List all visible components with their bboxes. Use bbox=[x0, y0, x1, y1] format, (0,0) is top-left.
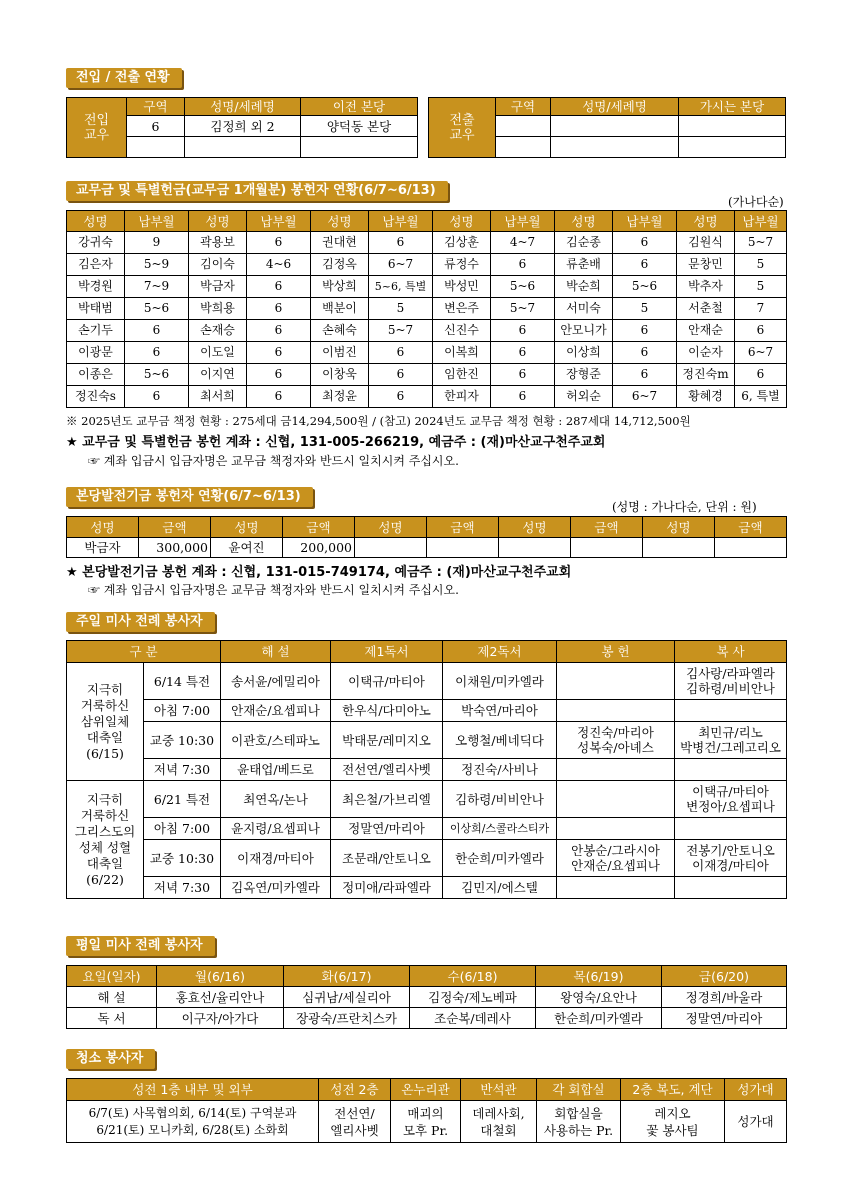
sunday-server: 이택규/마티아 bbox=[331, 663, 443, 700]
donors-header: 성명 bbox=[311, 211, 369, 232]
transfer-cell: 김정희 외 2 bbox=[185, 116, 301, 137]
donor-months: 6 bbox=[247, 320, 311, 342]
cleaning-title: 청소 봉사자 bbox=[66, 1049, 155, 1069]
donor-months: 6 bbox=[247, 364, 311, 386]
donor-name: 문창민 bbox=[677, 254, 735, 276]
donor-name: 정진숙s bbox=[67, 386, 125, 408]
weekday-title: 평일 미사 전례 봉사자 bbox=[66, 936, 215, 956]
sunday-server: 김하령/비비안나 bbox=[443, 781, 557, 818]
donor-name: 허외순 bbox=[555, 386, 613, 408]
donor-months: 5~6 bbox=[125, 298, 189, 320]
table-row bbox=[67, 386, 787, 408]
donor-months: 4~7 bbox=[491, 232, 555, 254]
sunday-header: 복 사 bbox=[675, 641, 787, 663]
donor-name: 황혜경 bbox=[677, 386, 735, 408]
transfer-cell bbox=[679, 137, 786, 158]
transfer-cell bbox=[551, 116, 679, 137]
donor-name: 변은주 bbox=[433, 298, 491, 320]
donor-months: 6 bbox=[613, 320, 677, 342]
transfer-out-label: 전출 교우 bbox=[429, 98, 496, 158]
donors-header: 성명 bbox=[677, 211, 735, 232]
table-row bbox=[67, 759, 787, 781]
donors-account-note: ☞ 계좌 입금시 입금자명은 교무금 책정자와 반드시 일치시켜 주십시오. bbox=[88, 454, 459, 468]
donors-header: 납부월 bbox=[125, 211, 189, 232]
donor-name: 한피자 bbox=[433, 386, 491, 408]
donor-name: 박경원 bbox=[67, 276, 125, 298]
donor-name: 박금자 bbox=[189, 276, 247, 298]
weekday-server: 정말연/마리아 bbox=[662, 1008, 787, 1029]
weekday-table bbox=[66, 965, 787, 1029]
building-header: 금액 bbox=[571, 517, 643, 538]
sunday-mass-time: 6/21 특전 bbox=[144, 781, 221, 818]
weekday-header: 월(6/16) bbox=[157, 966, 284, 987]
sunday-server: 이관호/스테파노 bbox=[221, 722, 331, 759]
donor-name: 김상훈 bbox=[433, 232, 491, 254]
building-header: 금액 bbox=[715, 517, 787, 538]
donor-name: 안모니가 bbox=[555, 320, 613, 342]
transfer-in-label: 전입 교우 bbox=[67, 98, 127, 158]
donors-status-note: ※ 2025년도 교무금 책정 현황 : 275세대 금14,294,500원 / (참고) 2024년도 교무금 책정 현황 : 287세대 14,712,500원 bbox=[66, 414, 691, 428]
sunday-server bbox=[675, 877, 787, 899]
table-row bbox=[67, 254, 787, 276]
building-header: 성명 bbox=[67, 517, 139, 538]
donor-name: 류춘배 bbox=[555, 254, 613, 276]
sunday-title: 주일 미사 전례 봉사자 bbox=[66, 612, 215, 632]
cleaning-assignee: 매괴의 모후 Pr. bbox=[391, 1101, 461, 1143]
transfer-header: 구역 bbox=[127, 98, 185, 116]
donor-name: 강귀숙 bbox=[67, 232, 125, 254]
donor-months: 5 bbox=[735, 254, 787, 276]
donor-months: 9 bbox=[125, 232, 189, 254]
table-row bbox=[67, 818, 787, 840]
donor-months: 6 bbox=[369, 232, 433, 254]
sunday-server: 김민지/에스텔 bbox=[443, 877, 557, 899]
donor-name: 이복희 bbox=[433, 342, 491, 364]
weekday-header: 금(6/20) bbox=[662, 966, 787, 987]
sunday-server: 최민규/리노 박병건/그레고리오 bbox=[675, 722, 787, 759]
transfer-header: 이전 본당 bbox=[301, 98, 418, 116]
donor-name: 장형준 bbox=[555, 364, 613, 386]
weekday-server: 이구자/아가다 bbox=[157, 1008, 284, 1029]
sunday-server: 이상희/스콜라스티카 bbox=[443, 818, 557, 840]
sunday-server: 정진숙/마리아 성복숙/아녜스 bbox=[557, 722, 675, 759]
donors-header: 성명 bbox=[433, 211, 491, 232]
donor-name: 손혜숙 bbox=[311, 320, 369, 342]
donor-name: 백분이 bbox=[311, 298, 369, 320]
donor-months: 4~6 bbox=[247, 254, 311, 276]
sunday-server bbox=[557, 877, 675, 899]
donor-name: 김정옥 bbox=[311, 254, 369, 276]
sunday-mass-time: 교중 10:30 bbox=[144, 840, 221, 877]
weekday-server: 왕영숙/요안나 bbox=[536, 987, 662, 1008]
weekday-server: 김정숙/제노베파 bbox=[410, 987, 536, 1008]
donor-name: 정진숙m bbox=[677, 364, 735, 386]
donor-months: 5~6 bbox=[491, 276, 555, 298]
weekday-role: 독 서 bbox=[67, 1008, 157, 1029]
sunday-server bbox=[675, 759, 787, 781]
donor-name: 이순자 bbox=[677, 342, 735, 364]
sunday-server bbox=[675, 700, 787, 722]
donors-header: 납부월 bbox=[613, 211, 677, 232]
donor-name: 서춘철 bbox=[677, 298, 735, 320]
donor-months: 5~9 bbox=[125, 254, 189, 276]
donor-months: 6 bbox=[125, 342, 189, 364]
building-amount bbox=[427, 538, 499, 558]
donor-months: 5~7 bbox=[369, 320, 433, 342]
donors-header: 성명 bbox=[189, 211, 247, 232]
sunday-server: 박숙연/마리아 bbox=[443, 700, 557, 722]
sunday-server: 최연옥/논나 bbox=[221, 781, 331, 818]
donors-header: 납부월 bbox=[491, 211, 555, 232]
table-row bbox=[67, 298, 787, 320]
transfer-header: 성명/세례명 bbox=[185, 98, 301, 116]
transfer-cell bbox=[496, 137, 551, 158]
donor-months: 5 bbox=[369, 298, 433, 320]
donor-name: 이상희 bbox=[555, 342, 613, 364]
donors-table bbox=[66, 210, 787, 408]
weekday-header: 요일(일자) bbox=[67, 966, 157, 987]
building-amount: 200,000 bbox=[283, 538, 355, 558]
sunday-mass-time: 저녁 7:30 bbox=[144, 877, 221, 899]
donor-name: 박상희 bbox=[311, 276, 369, 298]
donor-name: 김이숙 bbox=[189, 254, 247, 276]
sunday-server bbox=[675, 818, 787, 840]
donor-months: 6 bbox=[735, 364, 787, 386]
cleaning-header: 온누리관 bbox=[391, 1079, 461, 1101]
table-row bbox=[67, 232, 787, 254]
table-row bbox=[67, 722, 787, 759]
transfer-cell bbox=[127, 137, 185, 158]
building-header: 성명 bbox=[499, 517, 571, 538]
building-donor-name bbox=[499, 538, 571, 558]
donors-header: 납부월 bbox=[735, 211, 787, 232]
building-order-note: (성명 : 가나다순, 단위 : 원) bbox=[612, 500, 757, 514]
transfer-title: 전입 / 전출 연황 bbox=[66, 68, 182, 88]
donor-months: 6 bbox=[247, 298, 311, 320]
transfer-cell bbox=[679, 116, 786, 137]
sunday-header: 제1독서 bbox=[331, 641, 443, 663]
weekday-server: 정경희/바울라 bbox=[662, 987, 787, 1008]
building-donor-name: 윤여진 bbox=[211, 538, 283, 558]
sunday-header: 봉 헌 bbox=[557, 641, 675, 663]
sunday-mass-time: 교중 10:30 bbox=[144, 722, 221, 759]
donor-name: 류정수 bbox=[433, 254, 491, 276]
transfer-header: 구역 bbox=[496, 98, 551, 116]
building-donor-name: 박금자 bbox=[67, 538, 139, 558]
donor-months: 6 bbox=[613, 232, 677, 254]
table-row bbox=[67, 840, 787, 877]
sunday-server: 오행철/베네딕다 bbox=[443, 722, 557, 759]
donor-name: 안재순 bbox=[677, 320, 735, 342]
transfer-cell bbox=[185, 137, 301, 158]
donor-months: 5~6, 특별 bbox=[369, 276, 433, 298]
sunday-server bbox=[557, 663, 675, 700]
weekday-server: 홍효선/율리안나 bbox=[157, 987, 284, 1008]
donor-name: 박희용 bbox=[189, 298, 247, 320]
weekday-server: 조순복/데레사 bbox=[410, 1008, 536, 1029]
donor-months: 6 bbox=[369, 386, 433, 408]
sunday-table bbox=[66, 640, 787, 899]
sunday-server: 윤지령/요셉피나 bbox=[221, 818, 331, 840]
donor-months: 6 bbox=[491, 364, 555, 386]
sunday-server: 조문래/안토니오 bbox=[331, 840, 443, 877]
donor-name: 손기두 bbox=[67, 320, 125, 342]
transfer-header: 가시는 본당 bbox=[679, 98, 786, 116]
sunday-mass-time: 아침 7:00 bbox=[144, 818, 221, 840]
donors-header: 납부월 bbox=[369, 211, 433, 232]
donor-name: 이종은 bbox=[67, 364, 125, 386]
sunday-server: 안재순/요셉피나 bbox=[221, 700, 331, 722]
sunday-header: 제2독서 bbox=[443, 641, 557, 663]
donor-name: 이창욱 bbox=[311, 364, 369, 386]
sunday-server: 한순희/미카엘라 bbox=[443, 840, 557, 877]
building-header: 성명 bbox=[355, 517, 427, 538]
sunday-server: 정진숙/사비나 bbox=[443, 759, 557, 781]
cleaning-table bbox=[66, 1078, 787, 1143]
cleaning-assignee: 회합실을 사용하는 Pr. bbox=[537, 1101, 621, 1143]
donor-name: 박태범 bbox=[67, 298, 125, 320]
building-amount: 300,000 bbox=[139, 538, 211, 558]
donor-months: 6 bbox=[369, 342, 433, 364]
building-amount bbox=[571, 538, 643, 558]
transfer-cell bbox=[551, 137, 679, 158]
weekday-header: 화(6/17) bbox=[284, 966, 410, 987]
donors-account: ★ 교무금 및 특별헌금 봉헌 계좌 : 신협, 131-005-266219, 예금주 : (재)마산교구천주교회 bbox=[66, 435, 606, 450]
donor-months: 5~6 bbox=[613, 276, 677, 298]
sunday-mass-time: 저녁 7:30 bbox=[144, 759, 221, 781]
donor-name: 이지연 bbox=[189, 364, 247, 386]
donor-months: 6 bbox=[735, 320, 787, 342]
sunday-feast-label: 지극히 거룩하신 삼위일체 대축일 (6/15) bbox=[67, 663, 144, 781]
table-row bbox=[67, 781, 787, 818]
donor-months: 6 bbox=[247, 232, 311, 254]
donor-months: 6, 특별 bbox=[735, 386, 787, 408]
donor-name: 이도일 bbox=[189, 342, 247, 364]
donors-header: 성명 bbox=[555, 211, 613, 232]
donor-months: 6~7 bbox=[613, 386, 677, 408]
sunday-server: 전봉기/안토니오 이재경/마티아 bbox=[675, 840, 787, 877]
sunday-server: 이택규/마티아 변정아/요셉피나 bbox=[675, 781, 787, 818]
sunday-server: 이재경/마티아 bbox=[221, 840, 331, 877]
donor-months: 6 bbox=[491, 320, 555, 342]
table-row bbox=[67, 663, 787, 700]
donor-name: 박추자 bbox=[677, 276, 735, 298]
donor-months: 6~7 bbox=[735, 342, 787, 364]
table-row bbox=[67, 987, 787, 1008]
donor-name: 김은자 bbox=[67, 254, 125, 276]
donor-name: 박순희 bbox=[555, 276, 613, 298]
sunday-server: 김옥연/미카엘라 bbox=[221, 877, 331, 899]
donor-name: 김원식 bbox=[677, 232, 735, 254]
donor-name: 최정윤 bbox=[311, 386, 369, 408]
sunday-server: 정미애/라파엘라 bbox=[331, 877, 443, 899]
table-row bbox=[67, 700, 787, 722]
building-header: 금액 bbox=[283, 517, 355, 538]
transfer-cell: 6 bbox=[127, 116, 185, 137]
sunday-server: 김사랑/라파엘라 김하령/비비안나 bbox=[675, 663, 787, 700]
donor-months: 6 bbox=[125, 386, 189, 408]
table-row bbox=[67, 276, 787, 298]
table-row bbox=[67, 342, 787, 364]
building-account-note: ☞ 계좌 입금시 입금자명은 교무금 책정자와 반드시 일치시켜 주십시오. bbox=[88, 583, 459, 597]
donor-months: 6 bbox=[247, 342, 311, 364]
transfer-cell bbox=[496, 116, 551, 137]
weekday-header: 수(6/18) bbox=[410, 966, 536, 987]
cleaning-assignee: 성가대 bbox=[725, 1101, 787, 1143]
donor-months: 6 bbox=[613, 254, 677, 276]
sunday-server: 최은철/가브리엘 bbox=[331, 781, 443, 818]
cleaning-header: 성가대 bbox=[725, 1079, 787, 1101]
donors-order-note: (가나다순) bbox=[728, 195, 784, 209]
building-header: 성명 bbox=[643, 517, 715, 538]
donor-name: 곽용보 bbox=[189, 232, 247, 254]
transfer-cell: 양덕동 본당 bbox=[301, 116, 418, 137]
building-table bbox=[66, 516, 787, 558]
table-row bbox=[67, 1008, 787, 1029]
donor-months: 6 bbox=[491, 254, 555, 276]
sunday-server: 전선연/엘리사벳 bbox=[331, 759, 443, 781]
donors-header: 납부월 bbox=[247, 211, 311, 232]
donor-name: 이광문 bbox=[67, 342, 125, 364]
sunday-server: 박태문/레미지오 bbox=[331, 722, 443, 759]
donor-months: 5~6 bbox=[125, 364, 189, 386]
weekday-server: 심귀남/세실리아 bbox=[284, 987, 410, 1008]
donor-name: 권대현 bbox=[311, 232, 369, 254]
sunday-feast-label: 지극히 거룩하신 그리스도의 성체 성혈 대축일 (6/22) bbox=[67, 781, 144, 899]
donor-name: 김순종 bbox=[555, 232, 613, 254]
building-header: 금액 bbox=[427, 517, 499, 538]
donor-months: 7 bbox=[735, 298, 787, 320]
building-header: 성명 bbox=[211, 517, 283, 538]
building-title: 본당발전기금 봉헌자 연황(6/7~6/13) bbox=[66, 487, 313, 507]
cleaning-header: 각 회합실 bbox=[537, 1079, 621, 1101]
sunday-header: 구 분 bbox=[67, 641, 221, 663]
donor-name: 박성민 bbox=[433, 276, 491, 298]
building-header: 금액 bbox=[139, 517, 211, 538]
weekday-role: 해 설 bbox=[67, 987, 157, 1008]
sunday-mass-time: 6/14 특전 bbox=[144, 663, 221, 700]
donor-months: 5~7 bbox=[735, 232, 787, 254]
building-account: ★ 본당발전기금 봉헌 계좌 : 신협, 131-015-749174, 예금주 : (재)마산교구천주교회 bbox=[66, 565, 572, 580]
donor-months: 7~9 bbox=[125, 276, 189, 298]
cleaning-assignee: 데레사회, 대철회 bbox=[461, 1101, 537, 1143]
donor-name: 이범진 bbox=[311, 342, 369, 364]
transfer-header: 성명/세례명 bbox=[551, 98, 679, 116]
sunday-server bbox=[557, 781, 675, 818]
sunday-server: 송서윤/에밀리아 bbox=[221, 663, 331, 700]
weekday-server: 장광숙/프란치스카 bbox=[284, 1008, 410, 1029]
donor-months: 5~7 bbox=[491, 298, 555, 320]
sunday-server: 한우식/다미아노 bbox=[331, 700, 443, 722]
donor-months: 5 bbox=[735, 276, 787, 298]
cleaning-header: 반석관 bbox=[461, 1079, 537, 1101]
cleaning-assignee: 전선연/ 엘리사벳 bbox=[319, 1101, 391, 1143]
weekday-server: 한순희/미카엘라 bbox=[536, 1008, 662, 1029]
building-donor-name bbox=[355, 538, 427, 558]
transfer-cell bbox=[301, 137, 418, 158]
building-donor-name bbox=[643, 538, 715, 558]
donor-months: 6 bbox=[613, 342, 677, 364]
donor-name: 손재승 bbox=[189, 320, 247, 342]
donor-months: 6~7 bbox=[369, 254, 433, 276]
donor-months: 6 bbox=[491, 386, 555, 408]
sunday-server: 윤태업/베드로 bbox=[221, 759, 331, 781]
sunday-server bbox=[557, 700, 675, 722]
sunday-server: 안봉순/그라시아 안재순/요셉피나 bbox=[557, 840, 675, 877]
donor-months: 6 bbox=[247, 386, 311, 408]
sunday-mass-time: 아침 7:00 bbox=[144, 700, 221, 722]
transfer-in-table bbox=[66, 97, 418, 158]
cleaning-header: 성전 2층 bbox=[319, 1079, 391, 1101]
donor-name: 최서희 bbox=[189, 386, 247, 408]
donor-months: 6 bbox=[369, 364, 433, 386]
weekday-header: 목(6/19) bbox=[536, 966, 662, 987]
sunday-header: 해 설 bbox=[221, 641, 331, 663]
table-row bbox=[67, 877, 787, 899]
donor-months: 6 bbox=[613, 364, 677, 386]
donors-header: 성명 bbox=[67, 211, 125, 232]
donor-months: 6 bbox=[491, 342, 555, 364]
sunday-server bbox=[557, 759, 675, 781]
sunday-server: 이채원/미카엘라 bbox=[443, 663, 557, 700]
donor-name: 임한진 bbox=[433, 364, 491, 386]
cleaning-assignee: 레지오 꽃 봉사팀 bbox=[621, 1101, 725, 1143]
table-row bbox=[67, 364, 787, 386]
sunday-server: 정말연/마리아 bbox=[331, 818, 443, 840]
building-amount bbox=[715, 538, 787, 558]
donor-months: 5 bbox=[613, 298, 677, 320]
donor-name: 신진수 bbox=[433, 320, 491, 342]
cleaning-assignee: 6/7(토) 사목협의회, 6/14(토) 구역분과 6/21(토) 모니카회, 6/28(토) 소화회 bbox=[67, 1101, 319, 1143]
table-row bbox=[67, 320, 787, 342]
sunday-server bbox=[557, 818, 675, 840]
cleaning-header: 성전 1층 내부 및 외부 bbox=[67, 1079, 319, 1101]
donor-name: 서미숙 bbox=[555, 298, 613, 320]
donor-months: 6 bbox=[247, 276, 311, 298]
donor-months: 6 bbox=[125, 320, 189, 342]
donors-title: 교무금 및 특별헌금(교무금 1개월분) 봉헌자 연황(6/7~6/13) bbox=[66, 181, 448, 201]
cleaning-header: 2층 복도, 계단 bbox=[621, 1079, 725, 1101]
transfer-out-table bbox=[428, 97, 786, 158]
